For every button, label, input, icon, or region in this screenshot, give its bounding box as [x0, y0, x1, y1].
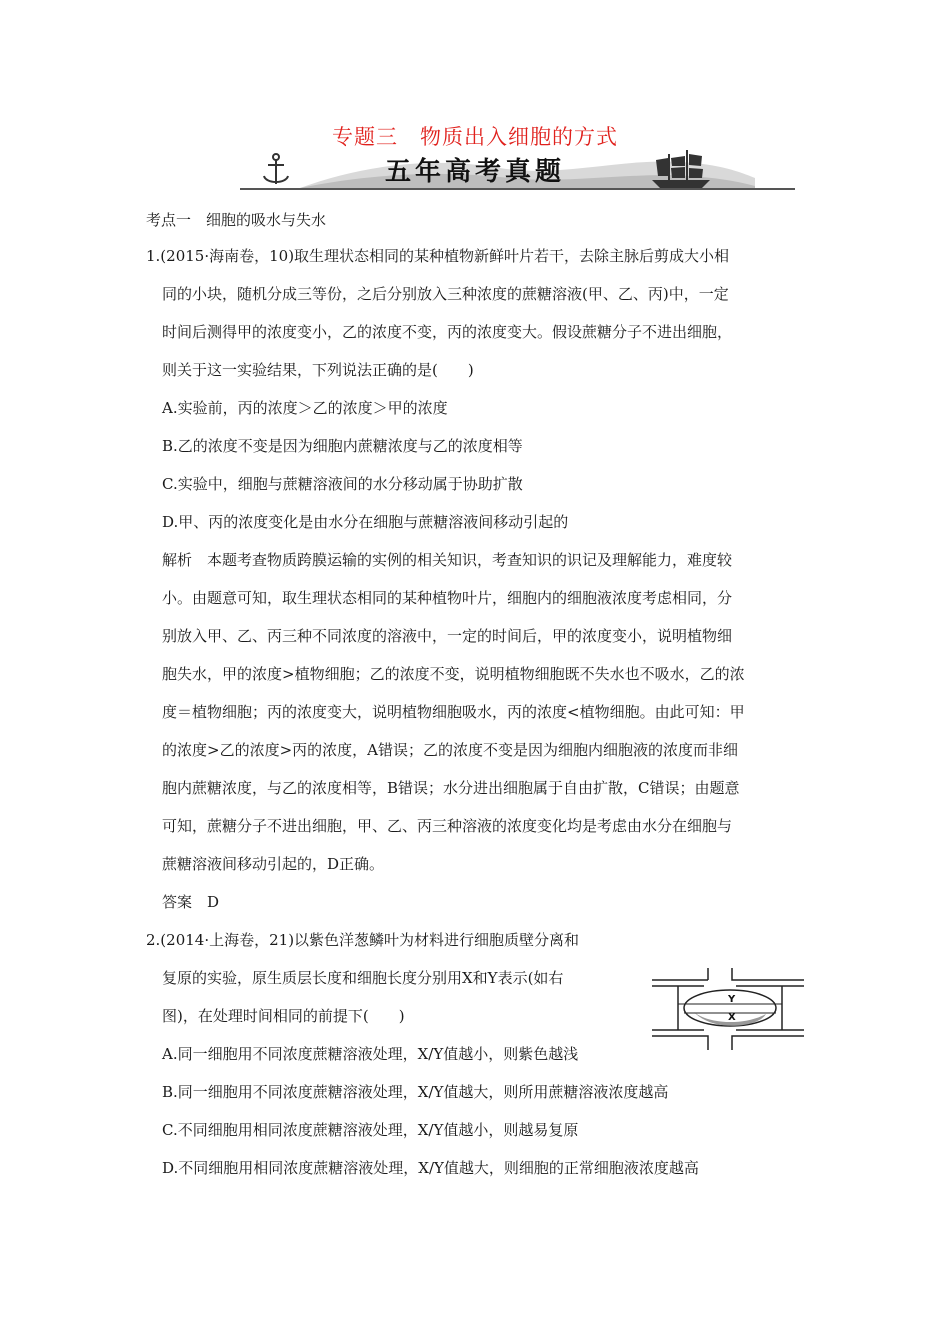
page-title: 专题三 物质出入细胞的方式 — [332, 125, 618, 149]
q1-option-b: B.乙的浓度不变是因为细胞内蔗糖浓度与乙的浓度相等 — [162, 437, 523, 455]
plant-cell-diagram — [648, 966, 808, 1052]
page-subtitle: 五年高考真题 — [384, 157, 565, 187]
q1-analysis-line-7: 胞内蔗糖浓度，与乙的浓度相等，B错误；水分进出细胞属于自由扩散，C错误；由题意 — [162, 779, 740, 797]
q1-option-a: A.实验前，丙的浓度＞乙的浓度＞甲的浓度 — [162, 399, 448, 417]
q1-analysis-line-2: 小。由题意可知，取生理状态相同的某种植物叶片，细胞内的细胞液浓度考虑相同，分 — [162, 589, 733, 607]
q1-analysis-line-3: 别放入甲、乙、丙三种不同浓度的溶液中，一定的时间后，甲的浓度变小，说明植物细 — [162, 627, 733, 645]
q1-analysis-line-5: 度＝植物细胞；丙的浓度变大，说明植物细胞吸水，丙的浓度<植物细胞。由此可知：甲 — [162, 703, 745, 721]
q1-analysis-line-8: 可知，蔗糖分子不进出细胞，甲、乙、丙三种溶液的浓度变化均是考虑由水分在细胞与 — [162, 817, 733, 835]
q1-stem-line-4: 则关于这一实验结果，下列说法正确的是( ) — [162, 361, 474, 379]
q1-stem-line-1: 1.(2015·海南卷，10)取生理状态相同的某种植物新鲜叶片若干，去除主脉后剪成大小相 — [146, 247, 730, 265]
q1-answer: 答案 D — [162, 893, 220, 911]
section-heading: 考点一 细胞的吸水与失水 — [146, 211, 327, 229]
q2-option-c: C.不同细胞用相同浓度蔗糖溶液处理，X/Y值越小，则越易复原 — [162, 1121, 579, 1139]
diagram-label-x: X — [728, 1012, 736, 1023]
q1-analysis-line-9: 蔗糖溶液间移动引起的，D正确。 — [162, 855, 385, 873]
q2-option-a: A.同一细胞用不同浓度蔗糖溶液处理，X/Y值越小，则紫色越浅 — [162, 1045, 579, 1063]
q2-stem-line-3: 图)，在处理时间相同的前提下( ) — [162, 1007, 405, 1025]
q1-analysis-line-4: 胞失水，甲的浓度>植物细胞；乙的浓度不变，说明植物细胞既不失水也不吸水，乙的浓 — [162, 665, 745, 683]
q1-stem-line-2: 同的小块，随机分成三等份，之后分别放入三种浓度的蔗糖溶液(甲、乙、丙)中，一定 — [162, 285, 729, 303]
q2-option-b: B.同一细胞用不同浓度蔗糖溶液处理，X/Y值越大，则所用蔗糖溶液浓度越高 — [162, 1083, 669, 1101]
q1-option-d: D.甲、丙的浓度变化是由水分在细胞与蔗糖溶液间移动引起的 — [162, 513, 569, 531]
diagram-label-y: Y — [728, 994, 736, 1005]
q2-stem-line-2: 复原的实验，原生质层长度和细胞长度分别用X和Y表示(如右 — [162, 969, 564, 987]
q1-analysis-line-6: 的浓度>乙的浓度>丙的浓度，A错误；乙的浓度不变是因为细胞内细胞液的浓度而非细 — [162, 741, 738, 759]
q2-stem-line-1: 2.(2014·上海卷，21)以紫色洋葱鳞叶为材料进行细胞质壁分离和 — [146, 931, 580, 949]
q1-stem-line-3: 时间后测得甲的浓度变小，乙的浓度不变，丙的浓度变大。假设蔗糖分子不进出细胞， — [162, 323, 733, 341]
q2-option-d: D.不同细胞用相同浓度蔗糖溶液处理，X/Y值越大，则细胞的正常细胞液浓度越高 — [162, 1159, 699, 1177]
q1-analysis-line-1: 解析 本题考查物质跨膜运输的实例的相关知识，考查知识的识记及理解能力，难度较 — [162, 551, 733, 569]
q1-option-c: C.实验中，细胞与蔗糖溶液间的水分移动属于协助扩散 — [162, 475, 523, 493]
